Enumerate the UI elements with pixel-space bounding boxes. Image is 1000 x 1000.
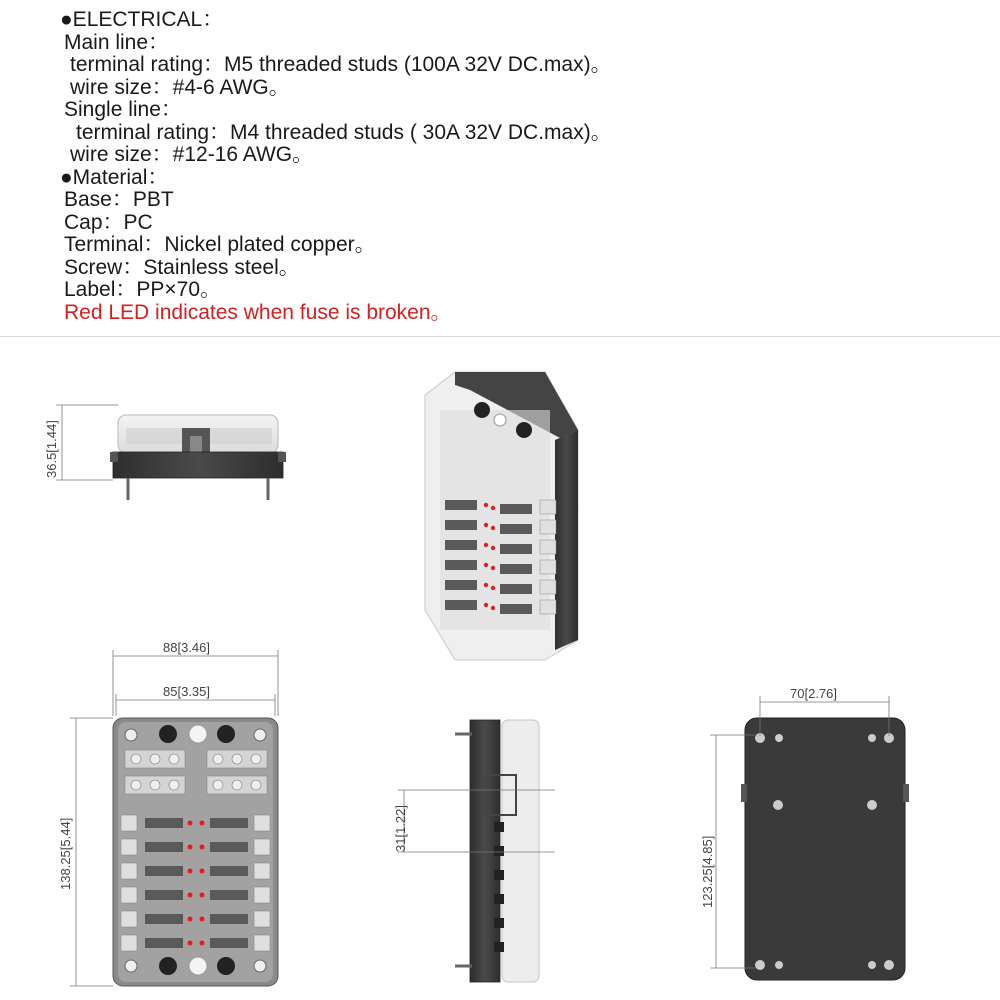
inner-width-label: 85[3.35] <box>163 684 211 699</box>
material-terminal: Terminal：Nickel plated copper。 <box>64 233 376 256</box>
led-indicator <box>484 603 488 607</box>
electrical-heading: ●ELECTRICAL： <box>60 8 224 31</box>
back-view <box>700 686 909 980</box>
fuse-slot <box>445 540 477 550</box>
terminal-screw <box>131 754 141 764</box>
left-terminal <box>121 887 137 903</box>
led-indicator <box>491 506 495 510</box>
fuse-slot <box>445 560 477 570</box>
side-terminal <box>540 560 556 574</box>
fuse-slot <box>210 890 248 900</box>
fuse-slot <box>145 866 183 876</box>
terminal-screw <box>232 754 242 764</box>
led-indicator <box>484 563 488 567</box>
led-indicator <box>200 845 205 850</box>
led-indicator <box>491 586 495 590</box>
fuse-slot <box>445 600 477 610</box>
material-cap: Cap：PC <box>64 211 153 234</box>
terminal-screw <box>150 754 160 764</box>
terminal-screw <box>131 780 141 790</box>
side-terminal <box>540 520 556 534</box>
terminal-screw <box>213 780 223 790</box>
left-terminal <box>121 815 137 831</box>
fuse-slot <box>145 890 183 900</box>
right-terminal <box>254 863 270 879</box>
terminal-screw <box>251 780 261 790</box>
led-indicator <box>200 941 205 946</box>
fuse-slot <box>210 842 248 852</box>
fuse-slot <box>210 866 248 876</box>
terminal-screw <box>150 780 160 790</box>
main-wire-size: wire size：#4-6 AWG。 <box>70 76 290 99</box>
led-indicator <box>188 941 193 946</box>
led-indicator <box>484 543 488 547</box>
stud <box>494 822 504 832</box>
right-terminal <box>254 815 270 831</box>
left-terminal <box>121 935 137 951</box>
material-screw: Screw：Stainless steel。 <box>64 256 300 279</box>
side-view <box>44 405 286 500</box>
led-indicator <box>188 893 193 898</box>
stud <box>494 918 504 928</box>
led-indicator <box>188 869 193 874</box>
fuse-slot <box>500 524 532 534</box>
led-indicator <box>491 606 495 610</box>
main-terminal-rating: terminal rating：M5 threaded studs (100A 32V DC.max)。 <box>70 53 612 76</box>
material-heading: ●Material： <box>60 166 169 189</box>
fuse-slot <box>445 500 477 510</box>
fuse-slot <box>445 520 477 530</box>
profile-view <box>393 720 555 982</box>
fuse-slot <box>500 504 532 514</box>
led-indicator <box>200 917 205 922</box>
led-indicator <box>188 845 193 850</box>
led-note: Red LED indicates when fuse is broken。 <box>64 301 452 324</box>
terminal-screw <box>232 780 242 790</box>
fuse-slot <box>210 914 248 924</box>
fuse-slot <box>145 914 183 924</box>
led-indicator <box>484 503 488 507</box>
led-indicator <box>188 821 193 826</box>
right-terminal <box>254 887 270 903</box>
stud <box>494 942 504 952</box>
hole-spacing-y-label: 123.25[4.85] <box>700 835 715 908</box>
side-terminal <box>540 580 556 594</box>
single-line-label: Single line： <box>64 98 182 121</box>
led-indicator <box>484 523 488 527</box>
side-height-label: 36.5[1.44] <box>44 420 59 478</box>
led-indicator <box>200 893 205 898</box>
fuse-slot <box>500 544 532 554</box>
single-terminal-rating: terminal rating：M4 threaded studs ( 30A 32V DC.max)。 <box>76 121 612 144</box>
left-terminal <box>121 863 137 879</box>
right-terminal <box>254 935 270 951</box>
led-indicator <box>484 583 488 587</box>
fuse-slot <box>145 842 183 852</box>
left-terminal <box>121 839 137 855</box>
fuse-slot <box>445 580 477 590</box>
fuse-slot <box>500 564 532 574</box>
isometric-view <box>425 372 578 660</box>
fuse-slot <box>210 938 248 948</box>
right-terminal <box>254 911 270 927</box>
right-terminal <box>254 839 270 855</box>
led-indicator <box>200 869 205 874</box>
front-view <box>58 640 278 986</box>
fuse-slot <box>500 604 532 614</box>
fuse-slot <box>210 818 248 828</box>
led-indicator <box>200 821 205 826</box>
terminal-screw <box>251 754 261 764</box>
side-terminal <box>540 540 556 554</box>
fuse-slot <box>500 584 532 594</box>
section-divider <box>0 336 1000 337</box>
led-indicator <box>491 526 495 530</box>
material-label: Label：PP×70。 <box>64 278 222 301</box>
left-terminal <box>121 911 137 927</box>
hole-spacing-x-label: 70[2.76] <box>790 686 838 701</box>
terminal-screw <box>213 754 223 764</box>
led-indicator <box>491 566 495 570</box>
overall-width-label: 88[3.46] <box>163 640 211 655</box>
stud <box>494 846 504 856</box>
material-base: Base：PBT <box>64 188 174 211</box>
stud <box>494 894 504 904</box>
profile-height-label: 31[1.22] <box>393 804 408 852</box>
stud <box>494 870 504 880</box>
fuse-slot <box>145 818 183 828</box>
side-terminal <box>540 500 556 514</box>
technical-drawing <box>0 340 1000 1000</box>
side-terminal <box>540 600 556 614</box>
led-indicator <box>491 546 495 550</box>
main-line-label: Main line： <box>64 31 170 54</box>
fuse-slot <box>145 938 183 948</box>
single-wire-size: wire size：#12-16 AWG。 <box>70 143 314 166</box>
terminal-screw <box>169 754 179 764</box>
overall-height-label: 138.25[5.44] <box>58 817 73 890</box>
terminal-screw <box>169 780 179 790</box>
led-indicator <box>188 917 193 922</box>
